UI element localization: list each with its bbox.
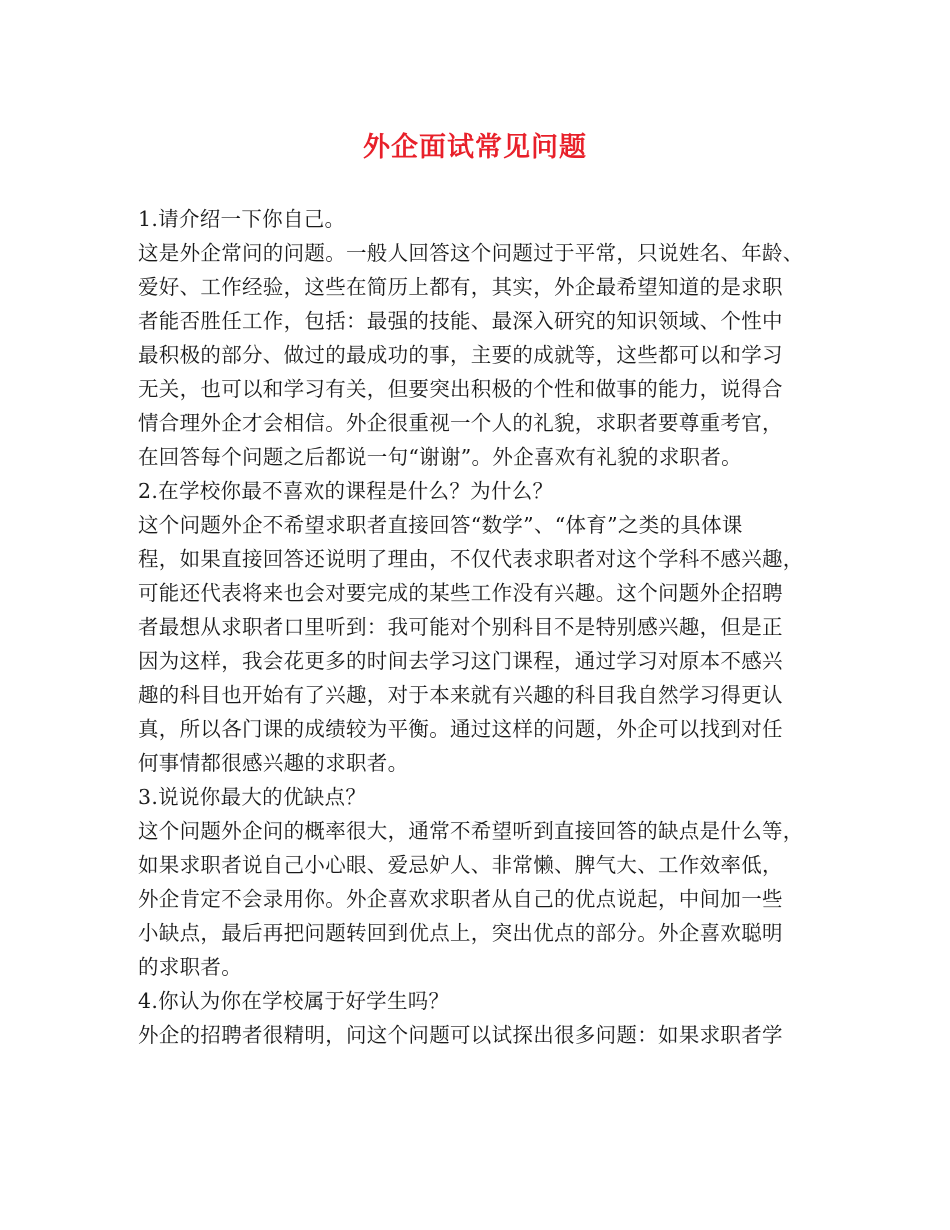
text-line: 这个问题外企问的概率很大，通常不希望听到直接回答的缺点是什么等， [138,819,804,843]
text-line: 情合理外企才会相信。外企很重视一个人的礼貌，求职者要尊重考官， [138,411,783,435]
text-line: 这个问题外企不希望求职者直接回答“数学”、“体育”之类的具体课 [138,513,743,537]
text-line: 2.在学校你最不喜欢的课程是什么？为什么？ [138,479,554,503]
text-line: 小缺点，最后再把问题转回到优点上，突出优点的部分。外企喜欢聪明 [138,921,783,945]
text-line: 4.你认为你在学校属于好学生吗？ [138,989,450,1013]
text-line: 这是外企常问的问题。一般人回答这个问题过于平常，只说姓名、年龄、 [138,241,804,265]
text-line: 最积极的部分、做过的最成功的事，主要的成就等，这些都可以和学习 [138,343,783,367]
text-line: 程，如果直接回答还说明了理由，不仅代表求职者对这个学科不感兴趣， [138,547,804,571]
text-line: 的求职者。 [138,955,242,979]
text-line: 外企的招聘者很精明，问这个问题可以试探出很多问题：如果求职者学 [138,1023,783,1047]
text-line: 3.说说你最大的优缺点？ [138,785,367,809]
text-line: 因为这样，我会花更多的时间去学习这门课程，通过学习对原本不感兴 [138,649,783,673]
text-line: 1.请介绍一下你自己。 [138,207,346,231]
text-line: 趣的科目也开始有了兴趣，对于本来就有兴趣的科目我自然学习得更认 [138,683,783,707]
text-line: 外企肯定不会录用你。外企喜欢求职者从自己的优点说起，中间加一些 [138,887,783,911]
text-line: 可能还代表将来也会对要完成的某些工作没有兴趣。这个问题外企招聘 [138,581,783,605]
text-line: 何事情都很感兴趣的求职者。 [138,751,409,775]
document-title: 外企面试常见问题 [363,132,587,163]
text-line: 如果求职者说自己小心眼、爱忌妒人、非常懒、脾气大、工作效率低， [138,853,783,877]
text-line: 无关，也可以和学习有关，但要突出积极的个性和做事的能力，说得合 [138,377,783,401]
text-line: 者最想从求职者口里听到：我可能对个别科目不是特别感兴趣，但是正 [138,615,783,639]
text-line: 真，所以各门课的成绩较为平衡。通过这样的问题，外企可以找到对任 [138,717,783,741]
text-line: 爱好、工作经验，这些在简历上都有，其实，外企最希望知道的是求职 [138,275,783,299]
text-line: 者能否胜任工作，包括：最强的技能、最深入研究的知识领域、个性中 [138,309,783,333]
text-line: 在回答每个问题之后都说一句“谢谢”。外企喜欢有礼貌的求职者。 [138,445,742,469]
document-body [138,202,828,1052]
